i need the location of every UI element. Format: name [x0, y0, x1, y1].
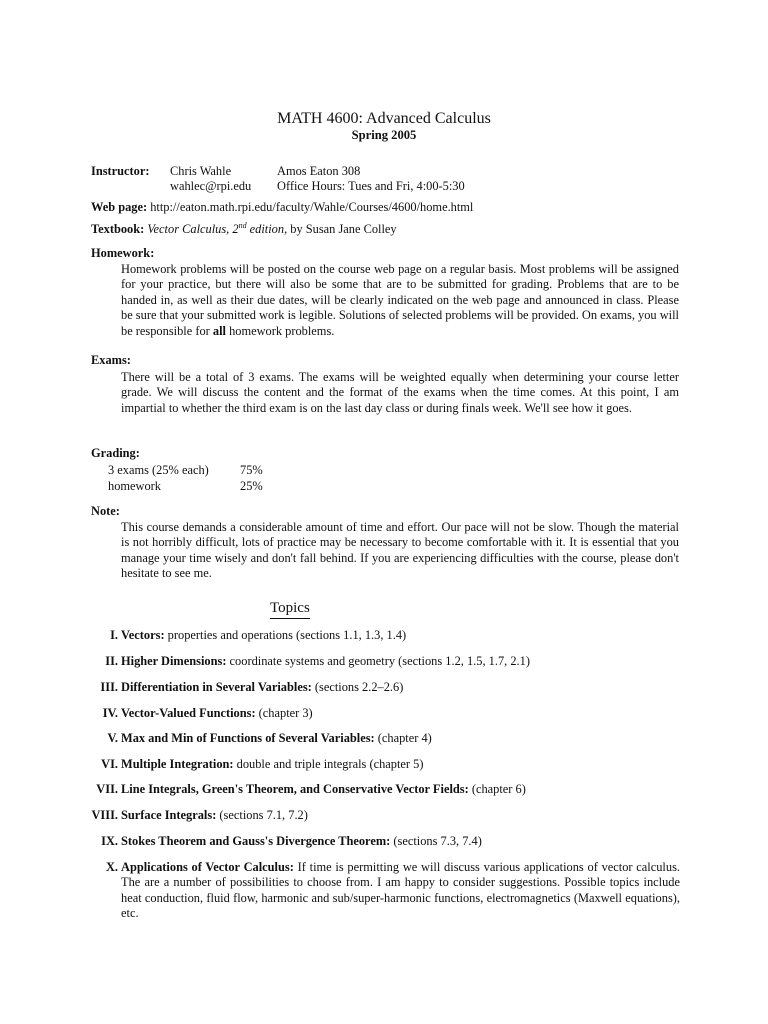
topic-item: IV. Vector-Valued Functions: (chapter 3) — [102, 706, 313, 720]
web-page-label: Web page: — [91, 200, 148, 214]
note-text: This course demands a considerable amount of time and effort. Our pace will not be slow. Though the material is not horribly difficult, lots of practice may be necessary to become comfortable with it. It is essential that you manage your time wisely and don't fall behind. If you are experiencing difficulties with the course, please don't hesitate to see me. — [121, 520, 679, 581]
web-page-line — [91, 200, 473, 215]
instructor-office: Amos Eaton 308 — [277, 164, 361, 178]
topics-heading: Topics — [270, 599, 310, 619]
instructor-email: wahlec@rpi.edu — [170, 179, 252, 193]
topic-item: IX. Stokes Theorem and Gauss's Divergence Theorem: (sections 7.3, 7.4) — [101, 834, 482, 848]
textbook-label: Textbook: — [91, 222, 145, 236]
topic-item: III. Differentiation in Several Variables: (sections 2.2–2.6) — [100, 680, 404, 694]
topic-item: II. Higher Dimensions: coordinate systems and geometry (sections 1.2, 1.5, 1.7, 2.1) — [105, 654, 530, 668]
topic-item: VI. Multiple Integration: double and triple integrals (chapter 5) — [101, 757, 424, 771]
course-term: Spring 2005 — [351, 128, 417, 142]
textbook-author: , by Susan Jane Colley — [284, 222, 397, 236]
textbook-line — [91, 222, 397, 237]
topic-item: X. Applications of Vector Calculus: If time is permitting we will discuss various applications of vector calculus. The are a number of possibilities to choose from. I am happy to consider suggestions. Possible topics include heat conduction, fluid flow, harmonic and sub/super-harmonic functions, electromagnetics (Maxwell equations), etc. — [105, 860, 680, 921]
office-hours: Office Hours: Tues and Fri, 4:00-5:30 — [277, 179, 465, 193]
homework-label: Homework: — [91, 246, 155, 260]
grading-row: homework 25% — [108, 479, 263, 493]
instructor-label: Instructor: — [91, 164, 150, 178]
web-page-url[interactable]: http://eaton.math.rpi.edu/faculty/Wahle/Courses/4600/home.html — [150, 200, 474, 214]
grading-row: 3 exams (25% each) 75% — [108, 463, 263, 477]
topic-item: VIII. Surface Integrals: (sections 7.1, 7.2) — [91, 808, 308, 822]
textbook-title: Vector Calculus, 2nd edition — [147, 220, 285, 236]
topic-item: I. Vectors: properties and operations (sections 1.1, 1.3, 1.4) — [110, 628, 407, 642]
grading-label: Grading: — [91, 446, 140, 460]
exams-text: There will be a total of 3 exams. The exams will be weighted equally when determining your course letter grade. We will discuss the content and the format of the exams when the time comes. At this point, I am impartial to whether the third exam is on the last day class or during finals week. We'll see how it goes. — [121, 370, 679, 415]
topic-item: VII. Line Integrals, Green's Theorem, and Conservative Vector Fields: (chapter 6) — [96, 782, 526, 796]
course-title: MATH 4600: Advanced Calculus — [277, 110, 491, 127]
homework-text: Homework problems will be posted on the course web page on a regular basis. Most problems will be assigned for your practice, but there will also be some that are to be submitted for grading. Problems that are to be handed in, as well as their due dates, will be clearly indicated on the web page and announced in class. Please be sure that your submitted work is legible. Solutions of selected problems will be provided. On exams, you will be responsible for all homework problems. — [121, 262, 679, 338]
exams-label: Exams: — [91, 353, 131, 367]
topic-item: V. Max and Min of Functions of Several Variables: (chapter 4) — [107, 731, 432, 745]
instructor-name: Chris Wahle — [170, 164, 232, 178]
note-label: Note: — [91, 504, 120, 518]
